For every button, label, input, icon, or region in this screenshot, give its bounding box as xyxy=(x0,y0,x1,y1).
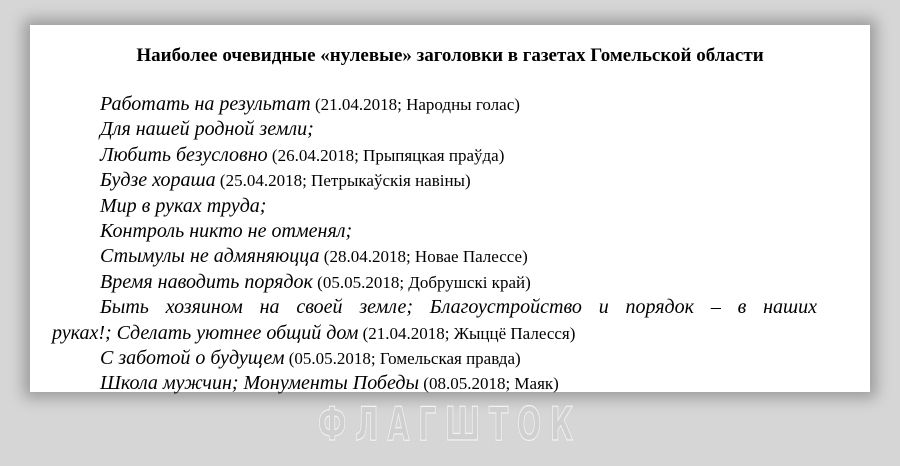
source-info: (21.04.2018; Жыццё Палесся) xyxy=(358,323,576,343)
list-item xyxy=(100,244,817,269)
list-item xyxy=(100,371,817,396)
list-item xyxy=(100,92,817,117)
headline: Для нашей родной земли; xyxy=(100,118,314,141)
source-info: (05.05.2018; Гомельская правда) xyxy=(284,349,521,369)
watermark-logo: ФЛАГШТОК xyxy=(318,397,582,451)
source-info: (21.04.2018; Народны голас) xyxy=(310,95,520,114)
headline: Контроль никто не отменял; xyxy=(100,220,353,243)
list-item xyxy=(100,219,817,244)
headline: Будзе хораша xyxy=(100,169,216,192)
headline: Быть хозяином на своей земле; Благоустройство и порядок – в наших xyxy=(100,296,817,319)
list-item xyxy=(52,321,817,346)
headline: Стымулы не адмяняюцца xyxy=(100,245,320,268)
list-item xyxy=(100,143,817,168)
list-item xyxy=(100,295,817,320)
source-info: (08.05.2018; Маяк) xyxy=(419,374,559,394)
headline: С заботой о будущем xyxy=(100,347,285,370)
headline: руках!; Сделать уютнее общий дом xyxy=(52,321,359,344)
source-info: (28.04.2018; Новае Палессе) xyxy=(319,247,528,267)
list-item xyxy=(100,194,817,219)
headline: Любить безусловно xyxy=(100,143,268,166)
headline: Мир в руках труда; xyxy=(100,194,267,217)
headline: Время наводить порядок xyxy=(100,270,313,293)
list-item xyxy=(100,270,817,295)
headline: Работать на результат xyxy=(100,93,311,115)
source-info: (25.04.2018; Петрыкаўскія навіны) xyxy=(215,171,471,191)
source-info: (26.04.2018; Прыпяцкая праўда) xyxy=(267,145,505,165)
document-page xyxy=(30,25,870,395)
list-item xyxy=(100,346,817,371)
document-title: Наиболее очевидные «нулевые» заголовки в газетах Гомельской области xyxy=(136,45,764,66)
headline-list xyxy=(52,92,817,397)
headline: Школа мужчин; Монументы Победы xyxy=(100,372,420,395)
source-info: (05.05.2018; Добрушскі край) xyxy=(312,272,531,292)
list-item xyxy=(100,168,817,193)
list-item xyxy=(100,117,817,142)
